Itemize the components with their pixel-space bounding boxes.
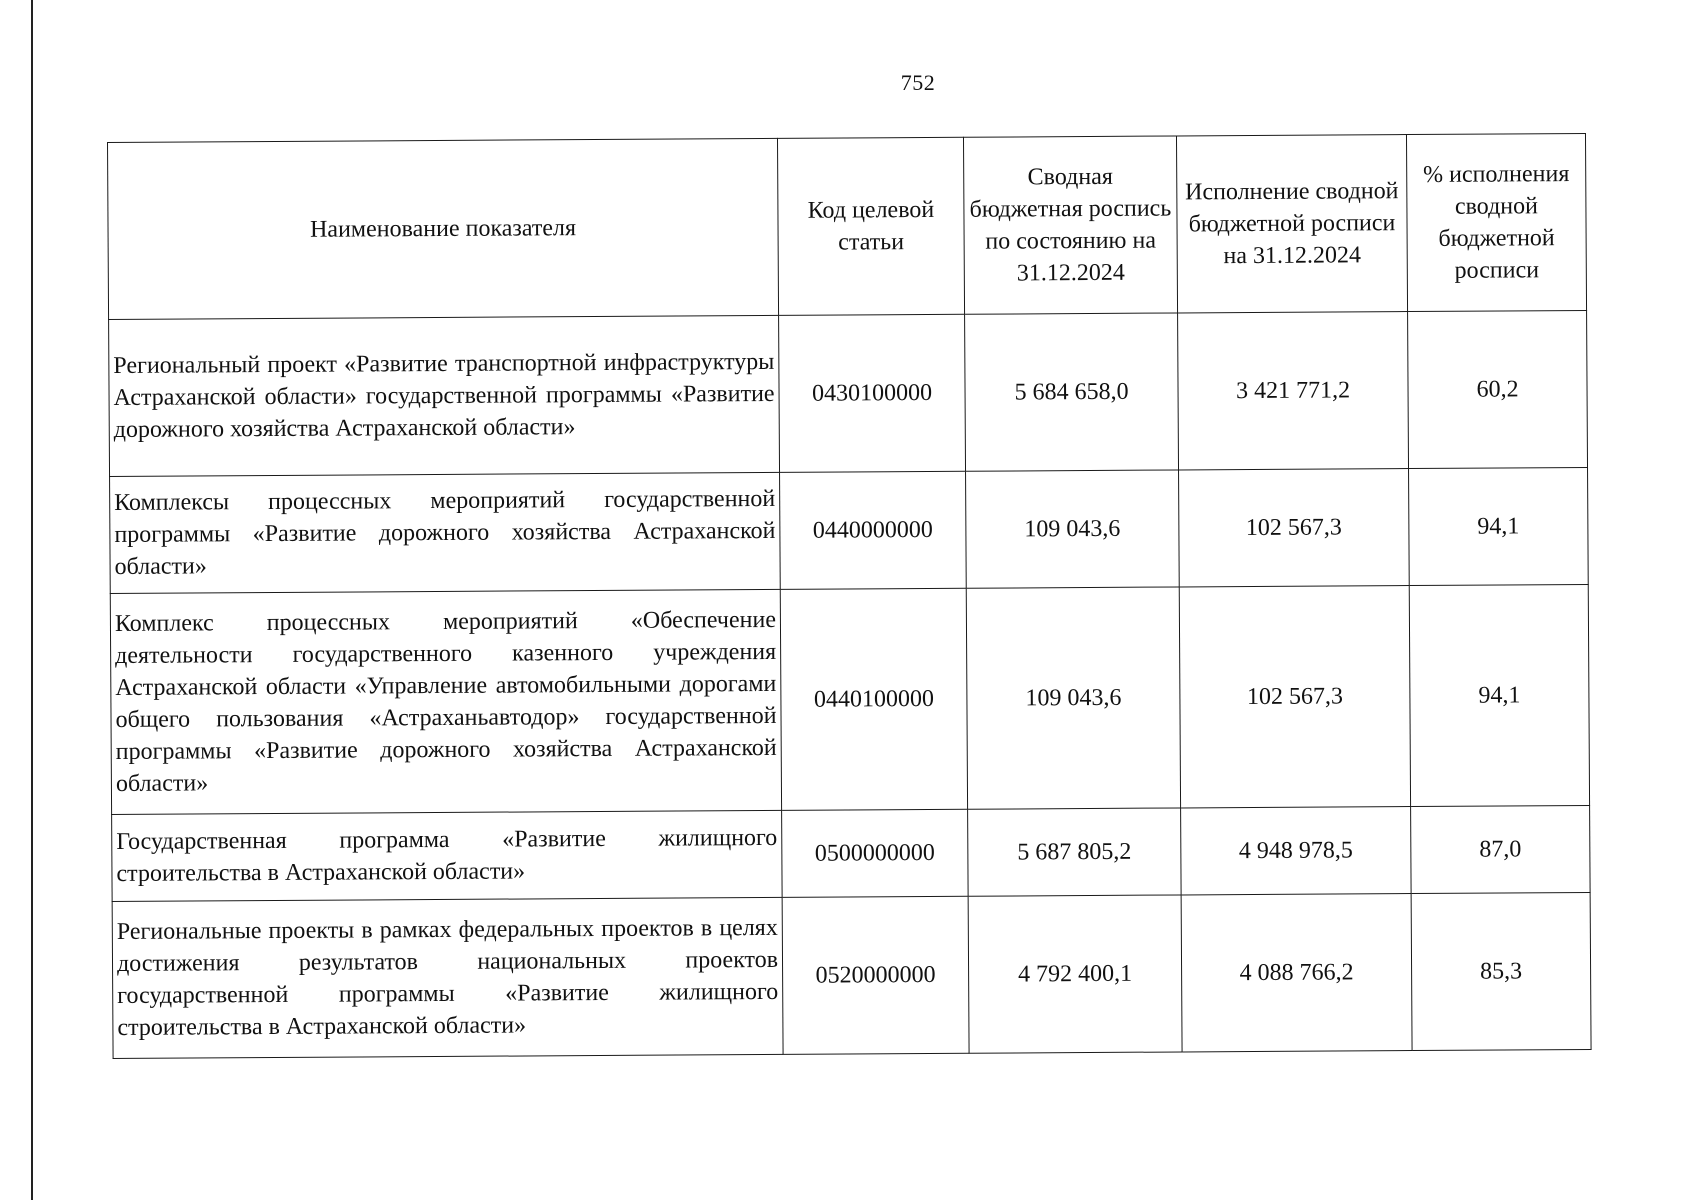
target-code: 0440000000 xyxy=(780,471,967,589)
budget-plan: 5 684 658,0 xyxy=(965,313,1179,471)
table-row xyxy=(112,805,1591,901)
target-code: 0520000000 xyxy=(782,896,969,1054)
budget-execution: 102 567,3 xyxy=(1179,469,1410,587)
execution-percent: 94,1 xyxy=(1409,467,1589,585)
table-row xyxy=(110,467,1589,593)
execution-percent: 60,2 xyxy=(1408,310,1588,468)
execution-percent: 94,1 xyxy=(1409,584,1589,806)
table-row xyxy=(110,584,1589,814)
indicator-name: Комплекс процессных мероприятий «Обеспечение деятельности государственного казенного учреждения Астраханской области «Управление автомобильными дорогами общего пользования «Астраханьавтодор» государственной программы «Развитие дорожного хозяйства Астраханской области» xyxy=(110,589,781,814)
budget-table-container xyxy=(107,133,1591,1059)
header-budget-execution: Исполнение сводной бюджетной росписи на 31.12.2024 xyxy=(1176,135,1407,313)
page-margin-line xyxy=(31,0,33,1200)
budget-plan: 109 043,6 xyxy=(966,587,1180,809)
page-number: 752 xyxy=(900,70,936,95)
indicator-name: Региональный проект «Развитие транспортной инфраструктуры Астраханской области» государственной программы «Развитие дорожного хозяйства Астраханской области» xyxy=(109,315,780,476)
budget-plan: 4 792 400,1 xyxy=(968,895,1182,1053)
indicator-name: Государственная программа «Развитие жилищного строительства в Астраханской области» xyxy=(112,810,783,901)
budget-execution-table xyxy=(107,133,1592,1059)
table-row xyxy=(109,310,1588,476)
indicator-name: Комплексы процессных мероприятий государственной программы «Развитие дорожного хозяйства Астраханской области» xyxy=(110,472,781,593)
header-target-code: Код целевой статьи xyxy=(777,137,964,315)
budget-execution: 102 567,3 xyxy=(1179,586,1410,808)
execution-percent: 85,3 xyxy=(1411,892,1591,1050)
budget-execution: 3 421 771,2 xyxy=(1178,312,1409,470)
budget-plan: 109 043,6 xyxy=(966,470,1180,588)
budget-plan: 5 687 805,2 xyxy=(968,808,1182,896)
budget-execution: 4 948 978,5 xyxy=(1181,807,1412,895)
header-budget-plan: Сводная бюджетная роспись по состоянию на 31.12.2024 xyxy=(963,136,1177,314)
target-code: 0500000000 xyxy=(782,809,969,897)
table-row xyxy=(112,892,1591,1058)
target-code: 0430100000 xyxy=(779,314,966,472)
indicator-name: Региональные проекты в рамках федеральных проектов в целях достижения результатов национальных проектов государственной программы «Развитие жилищного строительства в Астраханской области» xyxy=(112,897,783,1058)
header-execution-percent: % исполнения сводной бюджетной росписи xyxy=(1406,133,1586,311)
target-code: 0440100000 xyxy=(780,588,967,810)
header-indicator-name: Наименование показателя xyxy=(108,138,779,319)
table-header-row xyxy=(108,133,1587,319)
execution-percent: 87,0 xyxy=(1411,805,1591,893)
budget-execution: 4 088 766,2 xyxy=(1181,894,1412,1052)
